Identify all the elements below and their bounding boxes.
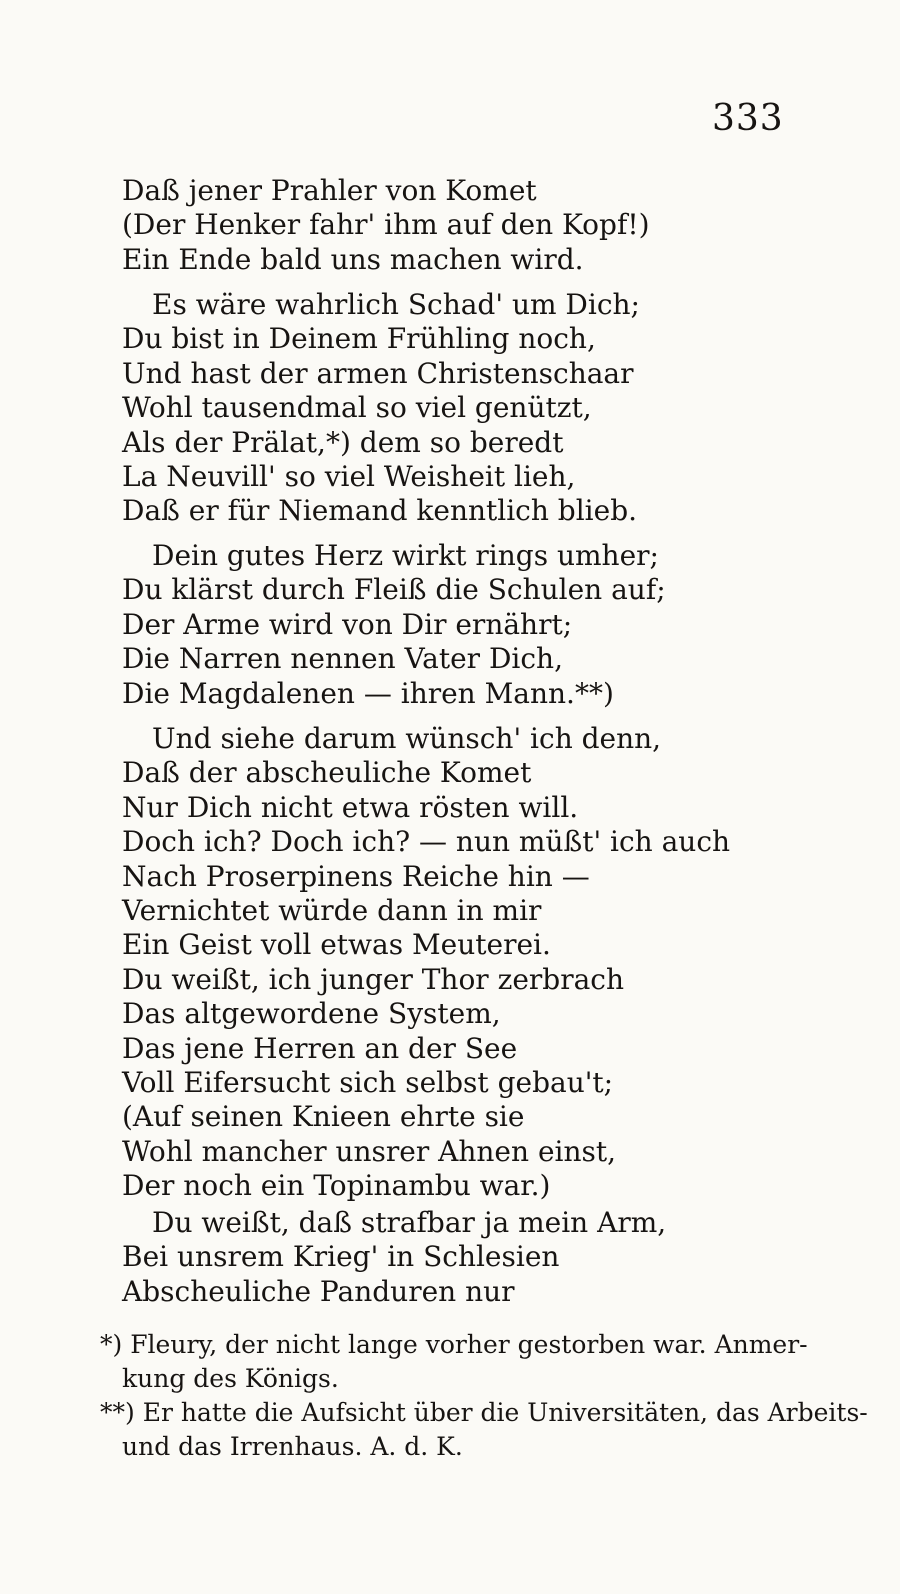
verse-line: Daß er für Niemand kenntlich blieb. [122,494,638,528]
stanza-1 [122,174,782,277]
verse-line: Daß jener Prahler von Komet [122,174,537,207]
verse-line: La Neuvill' so viel Weisheit lieh, [122,459,576,493]
verse-line: Abscheuliche Panduren nur [122,1274,515,1308]
verse-line: (Der Henker fahr' ihm auf den Kopf!) [122,208,650,242]
stanza-5 [122,1206,782,1309]
verse-line: Du weißt, ich junger Thor zerbrach [122,962,625,996]
verse-line: Das jene Herren an der See [122,1031,518,1065]
stanza-3 [122,539,782,711]
verse-line: Die Narren nennen Vater Dich, [122,642,563,676]
page-number: 333 [712,98,784,139]
footnote-line: kung des Königs. [122,1364,339,1393]
verse-line: Doch ich? Doch ich? — nun müßt' ich auch [122,825,731,859]
verse-line: Vernichtet würde dann in mir [122,893,542,927]
verse-line: Ein Geist voll etwas Meuterei. [122,928,551,962]
verse-line: Du weißt, daß strafbar ja mein Arm, [152,1206,667,1239]
stanza-4 [122,722,782,1203]
verse-line: Wohl tausendmal so viel genützt, [122,391,592,425]
verse-line: Voll Eifersucht sich selbst gebau't; [122,1065,614,1099]
verse-line: Nur Dich nicht etwa rösten will. [122,790,579,824]
verse-line: Als der Prälat,*) dem so beredt [122,425,564,459]
verse-line: Es wäre wahrlich Schad' um Dich; [152,288,640,321]
verse-line: Daß der abscheuliche Komet [122,756,532,790]
verse-line: Bei unsrem Krieg' in Schlesien [122,1240,560,1274]
footnotes [100,1328,868,1464]
footnote-line: **) Er hatte die Aufsicht über die Universitäten, das Arbeits- [100,1398,868,1427]
verse-line: Und siehe darum wünsch' ich denn, [152,722,662,755]
verse-line: Der Arme wird von Dir ernährt; [122,607,573,641]
verse-line: Du bist in Deinem Frühling noch, [122,322,596,356]
stanza-2 [122,288,782,529]
verse-line: Der noch ein Topinambu war.) [122,1169,551,1203]
verse-line: Wohl mancher unsrer Ahnen einst, [122,1134,617,1168]
verse-line: Ein Ende bald uns machen wird. [122,242,584,276]
verse-line: Das altgewordene System, [122,997,501,1031]
verse-line: Du klärst durch Fleiß die Schulen auf; [122,573,666,607]
footnote-line: und das Irrenhaus. A. d. K. [122,1432,463,1461]
verse-line: (Auf seinen Knieen ehrte sie [122,1100,525,1134]
verse-line: Die Magdalenen — ihren Mann.**) [122,676,614,710]
verse-line: Nach Proserpinens Reiche hin — [122,859,590,893]
verse-line: Dein gutes Herz wirkt rings umher; [152,539,659,572]
verse-line: Und hast der armen Christenschaar [122,356,634,390]
footnote-line: *) Fleury, der nicht lange vorher gestorben war. Anmer- [100,1330,808,1359]
